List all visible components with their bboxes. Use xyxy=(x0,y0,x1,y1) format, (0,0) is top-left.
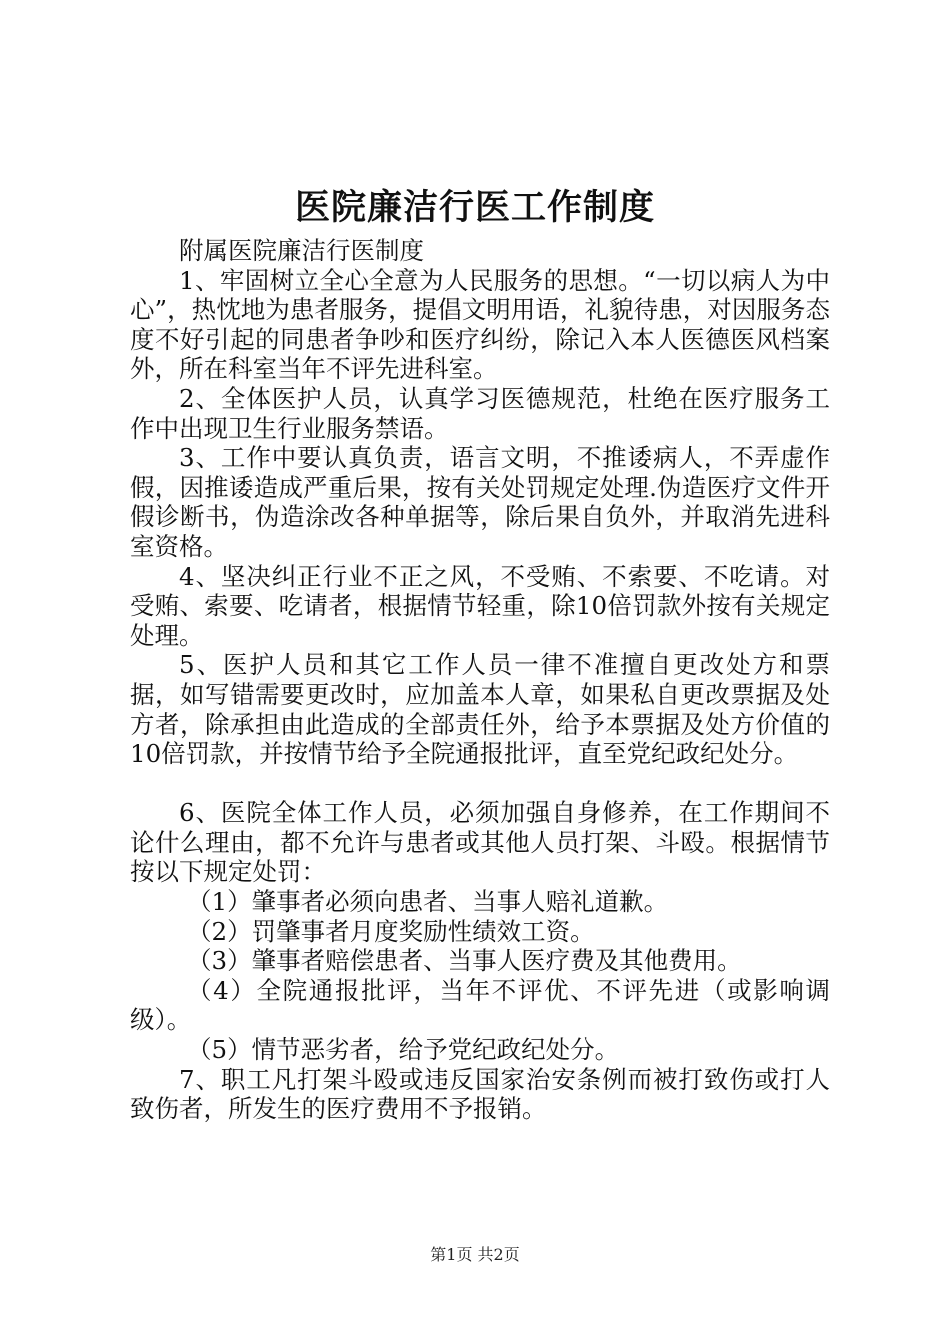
paragraph-6: 6、医院全体工作人员，必须加强自身修养，在工作期间不论什么理由，都不允许与患者或其他人员打架、斗殴。根据情节按以下规定处罚： xyxy=(130,798,830,887)
paragraph-1: 1、牢固树立全心全意为人民服务的思想。“一切以病人为中心”，热忱地为患者服务，提倡文明用语，礼貌待患，对因服务态度不好引起的同患者争吵和医疗纠纷，除记入本人医德医风档案外，所在科室当年不评先进科室。 xyxy=(130,265,830,384)
penalty-item: （1）肇事者必须向患者、当事人赔礼道歉。 xyxy=(187,887,669,917)
paragraph-7: 7、职工凡打架斗殴或违反国家治安条例而被打致伤或打人致伤者，所发生的医疗费用不予报销。 xyxy=(130,1064,830,1124)
penalty-item: （2）罚肇事者月度奖励性绩效工资。 xyxy=(187,916,595,946)
paragraph-4: 4、坚决纠正行业不正之风，不受贿、不索要、不吃请。对受贿、索要、吃请者，根据情节轻重，除10倍罚款外按有关规定处理。 xyxy=(130,561,830,650)
paragraph-gap xyxy=(130,769,830,799)
page-title: 医院廉洁行医工作制度 xyxy=(294,187,655,228)
subtitle: 附属医院廉洁行医制度 xyxy=(179,236,424,265)
paragraph-2: 2、全体医护人员，认真学习医德规范，杜绝在医疗服务工作中出现卫生行业服务禁语。 xyxy=(130,383,830,443)
penalty-item: （3）肇事者赔偿患者、当事人医疗费及其他费用。 xyxy=(187,946,742,976)
paragraph-3: 3、工作中要认真负责，语言文明，不推诿病人，不弄虚作假，因推诿造成严重后果，按有关处罚规定处理.伪造医疗文件开假诊断书，伪造涂改各种单据等，除后果自负外，并取消先进科室资格。 xyxy=(130,443,830,561)
penalty-item: （4）全院通报批评，当年不评优、不评先进（或影响调级）。 xyxy=(130,975,830,1035)
penalty-item: （5）情节恶劣者，给予党纪政纪处分。 xyxy=(187,1035,620,1065)
document-body xyxy=(130,236,830,1124)
page-number-footer: 第1页 共2页 xyxy=(430,1245,520,1264)
paragraph-5: 5、医护人员和其它工作人员一律不准擅自更改处方和票据，如写错需要更改时，应加盖本人章，如果私自更改票据及处方者，除承担由此造成的全部责任外，给予本票据及处方价值的10倍罚款，并按情节给予全院通报批评，直至党纪政纪处分。 xyxy=(130,650,830,769)
